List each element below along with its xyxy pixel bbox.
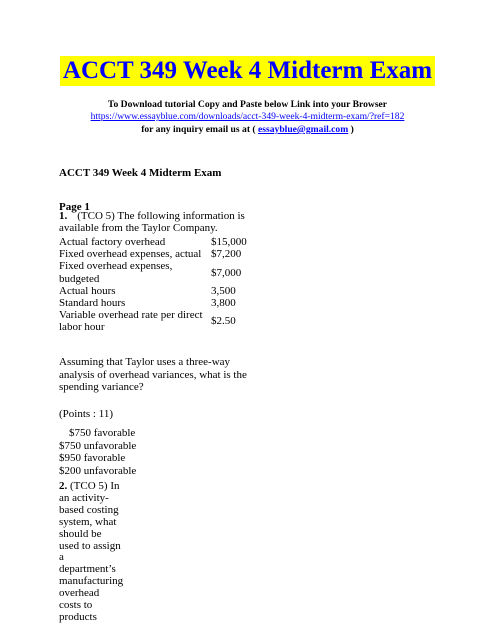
row-label: Actual hours [59,284,116,297]
download-link[interactable]: https://www.essayblue.com/downloads/acct-349-week-4-midterm-exam/?ref=182 [90,111,405,122]
row-label: Fixed overhead expenses, budgeted [59,260,173,285]
answer-option[interactable]: $950 favorable [59,452,126,465]
question-1-points: (Points : 11) [59,408,113,420]
row-label: Fixed overhead expenses, actual [59,248,202,261]
table-row [57,309,253,333]
section-title: ACCT 349 Week 4 Midterm Exam [59,167,222,179]
question-2-text: (TCO 5) In an activity-based costing system, what should be used to assign a department’s manufacturing overhead costs to products [59,480,124,623]
question-1-text: (TCO 5) The following information is available from the Taylor Company. [59,210,245,235]
row-value: $15,000 [211,236,247,248]
title-wrap [0,56,495,86]
question-1-options [59,427,136,478]
inquiry-line [0,124,495,136]
answer-option[interactable]: $750 favorable [69,427,136,439]
page-title: ACCT 349 Week 4 Midterm Exam [60,56,435,86]
row-value: 3,800 [211,297,236,310]
row-label: Actual factory overhead [59,236,166,248]
row-value: $7,000 [211,266,242,279]
inquiry-email-link[interactable]: essayblue@gmail.com [258,124,349,135]
inquiry-suffix: ) [348,124,354,135]
question-1-data-table [57,236,253,334]
page-label: Page 1 [59,201,90,213]
row-value: 3,500 [211,284,236,297]
row-label: Standard hours [59,297,126,310]
table-row [57,285,253,297]
download-instructions: To Download tutorial Copy and Paste below Link into your Browser [107,99,388,110]
answer-option[interactable]: $200 unfavorable [59,465,137,478]
row-value: $7,200 [211,248,242,261]
table-row [57,248,253,260]
question-2-stem [59,480,124,624]
question-1-number: 1. [59,210,68,222]
question-1-stem [59,210,249,235]
question-2-number: 2. [59,480,68,492]
inquiry-prefix: for any inquiry email us at ( [141,124,259,135]
row-value: $2.50 [211,315,236,328]
answer-option[interactable]: $750 unfavorable [59,439,137,452]
download-link-line [0,111,495,123]
table-row [57,260,253,284]
table-row [57,236,253,248]
question-1-prompt: Assuming that Taylor uses a three-way analysis of overhead variances, what is the spending variance? [59,356,247,394]
row-label: Variable overhead rate per direct labor hour [59,309,203,334]
table-row [57,297,253,309]
